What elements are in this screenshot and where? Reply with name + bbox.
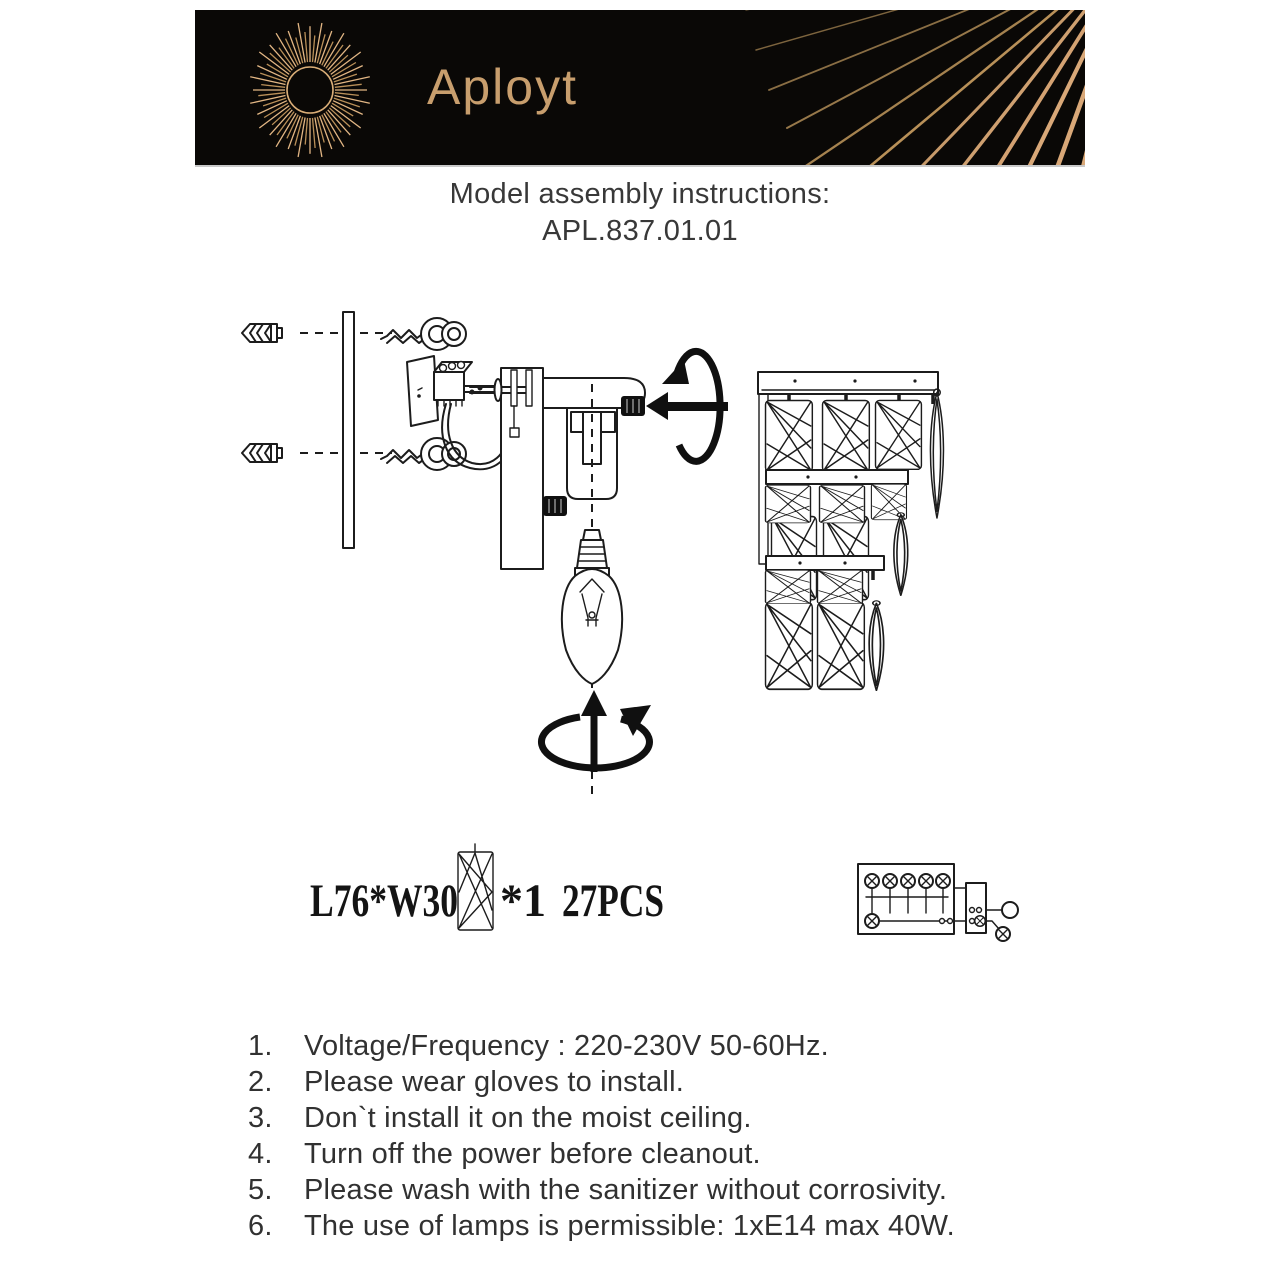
list-item [248,1067,1088,1103]
thumb-knob-loose [621,396,645,416]
crystal-panel [766,485,811,523]
lamp-symbol [1002,902,1018,918]
brand-logo-starburst [250,23,370,157]
list-item [248,1175,1088,1211]
model-number: APL.837.01.01 [542,215,738,247]
eyelet-screw-bottom [381,438,466,470]
crystal-teardrop [894,513,908,596]
list-item [248,1139,1088,1175]
shade-mid-rail [766,470,908,484]
crystal-teardrop [930,389,943,518]
crystal-panel [876,400,922,469]
wall-anchor-top [242,324,282,342]
crystal-panel [766,401,813,472]
item-text: Don`t install it on the moist ceiling. [304,1102,752,1134]
crystal-pendant-icon [458,844,493,930]
item-text: Please wash with the sanitizer without corrosivity. [304,1174,948,1206]
item-text: Turn off the power before cleanout. [304,1138,761,1170]
parts-quantity-label: *1 [500,875,546,927]
item-number: 3. [248,1102,273,1134]
list-item [248,1031,1088,1067]
crystal-panel [818,603,865,690]
item-text: The use of lamps is permissible: 1xE14 max 40W. [304,1210,955,1242]
direction-arrow [646,392,728,420]
item-number: 5. [248,1174,273,1206]
crystal-panel [871,484,906,520]
terminal-screw [936,874,950,888]
item-text: Please wear gloves to install. [304,1066,684,1098]
crystal-panel [823,401,870,472]
wiring-diagram [858,864,1018,941]
crystal-panel [820,485,865,523]
crystal-teardrop [869,601,883,691]
banner-rays [726,10,1085,165]
crystal-panel [818,570,863,603]
parts-spec [310,844,664,930]
junction-box [434,362,483,407]
terminal-screw [975,916,986,927]
parts-size-label: L76*W30 [310,875,458,927]
crystal-shade [758,372,943,690]
item-number: 2. [248,1066,273,1098]
brand-name: Aployt [427,59,578,115]
terminal-screw [865,914,879,928]
candle-bulb [562,530,622,684]
shade-bottom-rail [766,556,884,570]
parts-pieces-label: 27PCS [562,875,664,927]
list-item [248,1103,1088,1139]
terminal-screw [865,874,879,888]
thumb-knob-side [543,496,567,516]
assembly-diagram [0,280,1280,960]
brand-banner [195,10,1085,167]
crystal-panel [766,603,813,690]
item-number: 4. [248,1138,273,1170]
title-block [0,176,1280,250]
item-number: 1. [248,1030,273,1062]
list-item [248,1211,1088,1247]
mounting-strip [343,312,354,548]
instruction-list [248,1031,1088,1247]
banner-art [195,10,1085,165]
shade-top-rail [758,372,938,394]
eyelet-screw-top [381,318,466,350]
rotation-arrow-horizontal [541,690,651,772]
wall-anchor-bottom [242,444,282,462]
page-title: Model assembly instructions: [449,178,831,210]
lamp-terminal-symbol [996,927,1010,941]
terminal-screw [883,874,897,888]
item-number: 6. [248,1210,273,1242]
logo-inner-ring [287,67,333,113]
item-text: Voltage/Frequency : 220-230V 50-60Hz. [304,1030,829,1062]
terminal-screw [919,874,933,888]
crystal-panel [766,570,811,603]
terminal-screw [901,874,915,888]
